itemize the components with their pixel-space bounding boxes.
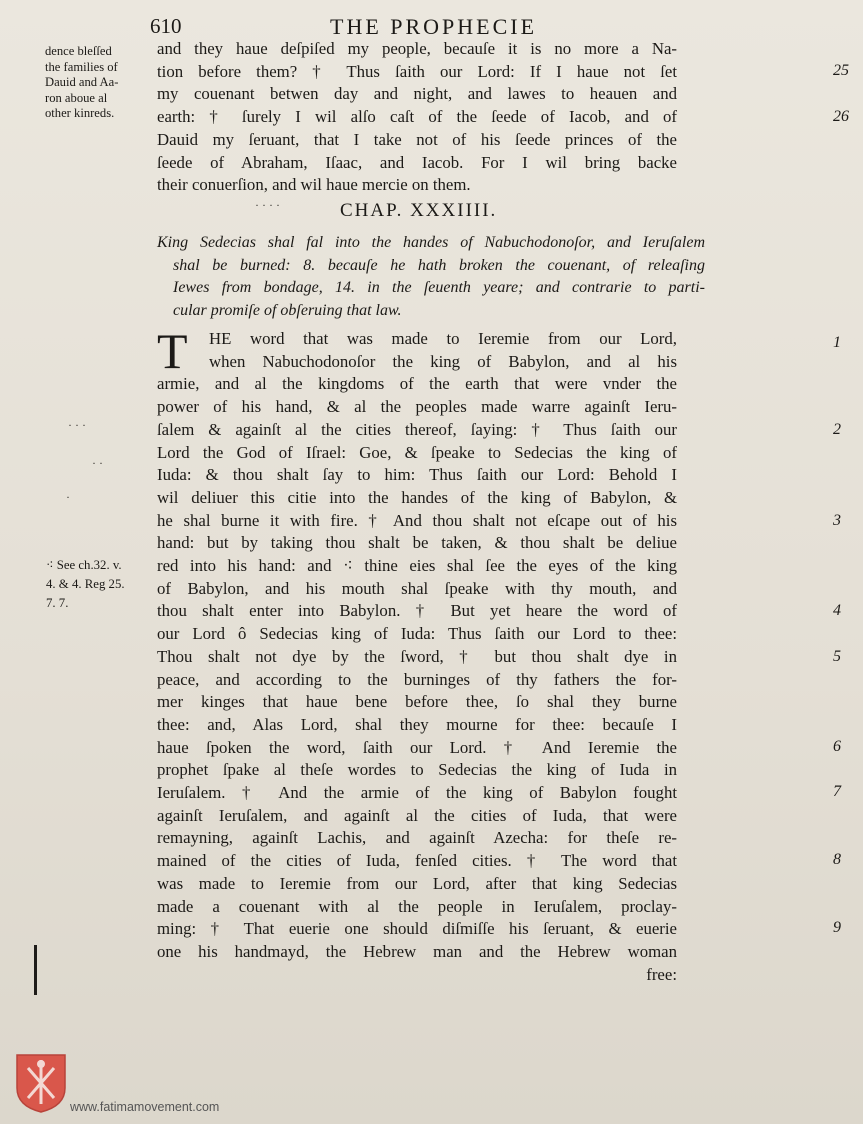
text-line: ming: † That euerie one should diſmiſſe his ſeruant, & euerie	[157, 919, 677, 939]
text-line: and they haue deſpiſed my people, becauſe it is no more a Na-	[157, 39, 677, 58]
verse-number: 7	[833, 783, 841, 800]
text-line: power of his hand, & al the peoples made warre againſt Ieru-	[157, 397, 677, 417]
verse-number: 2	[833, 421, 841, 438]
text-line: againſt Ieruſalem, and againſt al the cities of Iuda, that were	[157, 805, 677, 825]
text-line: our Lord ô Sedecias king of Iuda: Thus ſaith our Lord to thee:	[157, 624, 677, 644]
page-number: 610	[150, 14, 182, 38]
text-line: Iuda: & thou shalt ſay to him: Thus ſaith our Lord: Behold I	[157, 465, 677, 485]
text-line: he shal burne it with fire. † And thou shalt not eſcape out of his	[157, 510, 677, 530]
text-line: was made to Ieremie from our Lord, after that king Sedecias	[157, 873, 677, 893]
verse-number: 25	[833, 62, 849, 79]
text-line: peace, and according to the burninges of thy fathers the for-	[157, 669, 677, 689]
catchword: free:	[646, 964, 677, 984]
text-line: prophet ſpake al theſe wordes to Sedecias the king of Iuda in	[157, 760, 677, 780]
margin-note-line: Dauid and Aa-	[45, 75, 119, 89]
verse-number: 6	[833, 738, 841, 755]
chapter-summary	[157, 232, 705, 322]
running-title: THE PROPHECIE	[330, 14, 538, 39]
text-line: ſeede of Abraham, Iſaac, and Iacob. For I wil bring backe	[157, 152, 677, 172]
text-line: of Babylon, and his mouth shal ſpeake with thy mouth, and	[157, 578, 677, 598]
ink-speck: · · · ·	[255, 198, 280, 212]
verse-number: 3	[833, 512, 841, 529]
summary-line: King Sedecias shal fal into the handes of Nabuchodonoſor, and Ieruſalem	[157, 234, 705, 251]
text-line: Dauid my ſeruant, that I take not of his ſeede princes of the	[157, 129, 677, 149]
summary-line: cular promiſe of obſeruing that law.	[173, 301, 402, 319]
chapter-heading: CHAP. XXXIIII.	[340, 200, 498, 221]
text-line: wil deliuer this citie into the handes of the king of Babylon, &	[157, 487, 677, 507]
text-line: thou shalt enter into Babylon. † But yet heare the word of	[157, 601, 677, 621]
text-line: Lord the God of Iſrael: Goe, & ſpeake to Sedecias the king of	[157, 442, 677, 462]
text-line: armie, and al the kingdoms of the earth that were vnder the	[157, 374, 677, 394]
papal-keys-logo-icon	[14, 1052, 68, 1114]
margin-note-line: ron aboue al	[45, 90, 108, 105]
text-line: hand: but by taking thou shalt be taken, & thou shalt be deliue	[157, 533, 677, 553]
footer-url[interactable]: www.fatimamovement.com	[70, 1100, 220, 1114]
text-line: ſalem & againſt al the cities thereof, ſaying: † Thus ſaith our	[157, 419, 677, 439]
margin-note-line: the families of	[45, 59, 118, 74]
margin-note-line: 4. & 4. Reg 25.	[46, 577, 125, 591]
text-line: Thou shalt not dye by the ſword, † but thou shalt dye in	[157, 646, 677, 666]
ink-speck: · · ·	[68, 418, 86, 432]
text-line: their conuerſion, and wil haue mercie on them.	[157, 175, 471, 195]
first-line-text: HE word that was made to Ieremie from our Lord,	[209, 329, 677, 348]
text-line: when Nabuchodonoſor the king of Babylon, and al his	[209, 351, 677, 371]
margin-note-line: dence bleſſed	[45, 44, 112, 58]
summary-line: Iewes from bondage, 14. in the ſeuenth yeare; and contrarie to parti-	[173, 279, 705, 297]
ink-speck: · ·	[92, 456, 103, 470]
text-line: mained of the cities of Iuda, fenſed cities. † The word that	[157, 851, 677, 871]
top-text-block	[157, 38, 849, 197]
text-line: red into his hand: and ⁖ thine eies shal ſee the eyes of the king	[157, 556, 677, 576]
margin-note-line: other kinreds.	[45, 106, 115, 120]
text-line: earth: † ſurely I wil alſo caſt of the ſeede of Iacob, and of	[157, 107, 677, 127]
margin-note-reference	[46, 556, 156, 613]
summary-line: shal be burned: 8. becauſe he hath broken the couenant, of releaſing	[173, 256, 705, 274]
margin-note-line: 7. 7.	[46, 596, 69, 610]
text-line: tion before them? † Thus ſaith our Lord: If I haue not ſet	[157, 61, 677, 81]
text-line: thee: and, Alas Lord, shal they mourne for thee: becauſe I	[157, 714, 677, 734]
text-line: made a couenant with al the people in Ieruſalem, proclay-	[157, 896, 677, 916]
verse-number: 26	[833, 108, 849, 125]
text-line: Ieruſalem. † And the armie of the king of Babylon fought	[157, 783, 677, 803]
text-line: my couenant betwen day and night, and lawes to heauen and	[157, 84, 677, 104]
verse-number: 1	[833, 334, 841, 351]
verse-number: 8	[833, 851, 841, 868]
text-line: remayning, againſt Lachis, and againſt Azecha: for theſe re-	[157, 828, 677, 848]
main-text-block	[157, 323, 841, 986]
verse-number: 4	[833, 602, 841, 619]
ink-speck: ·	[66, 490, 70, 504]
text-line: mer kinges that haue bene before thee, ſo shal they burne	[157, 692, 677, 712]
margin-rule	[34, 945, 37, 995]
margin-note-top	[45, 44, 151, 122]
drop-cap: T	[157, 323, 188, 379]
margin-note-line: ⁖ See ch.32. v.	[46, 558, 122, 572]
text-line: haue ſpoken the word, ſaith our Lord. † And Ieremie the	[157, 737, 677, 757]
verse-number: 9	[833, 919, 841, 936]
text-line: one his handmayd, the Hebrew man and the Hebrew woman	[157, 941, 677, 961]
verse-number: 5	[833, 648, 841, 665]
